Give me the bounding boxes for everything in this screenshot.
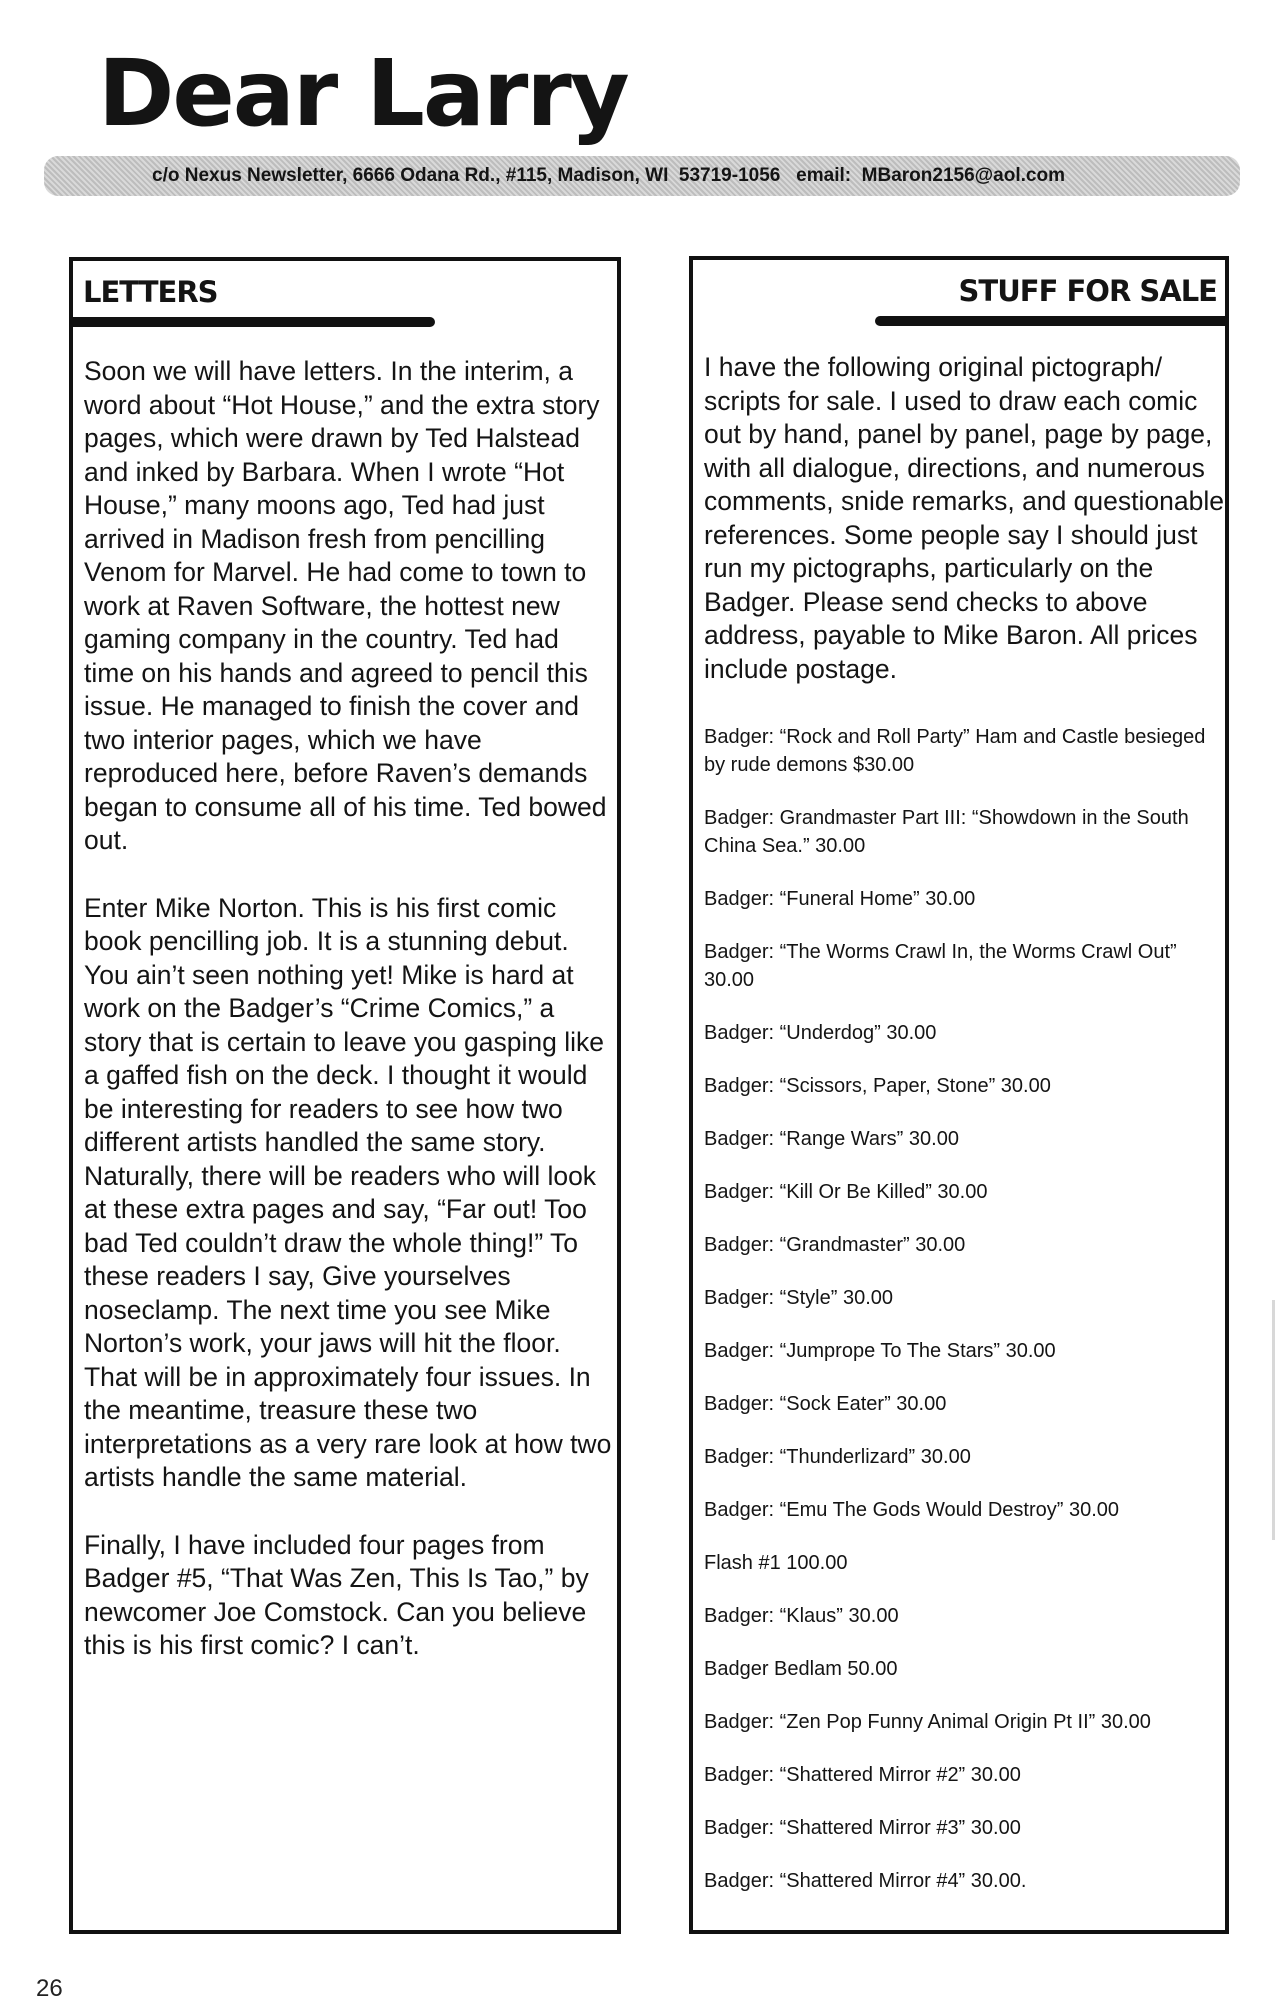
sale-item: Badger Bedlam 50.00 <box>704 1658 898 1680</box>
sale-item: Badger: “Shattered Mirror #3” 30.00 <box>704 1817 1021 1839</box>
sale-item: Badger: “Range Wars” 30.00 <box>704 1128 959 1150</box>
sale-item: Badger: “Kill Or Be Killed” 30.00 <box>704 1181 988 1203</box>
sale-item: Badger: “Sock Eater” 30.00 <box>704 1393 947 1415</box>
stuff-for-sale-section <box>689 256 1229 1934</box>
sale-item: Badger: “Scissors, Paper, Stone” 30.00 <box>704 1075 1051 1097</box>
letters-section <box>69 257 621 1934</box>
sale-item: Badger: Grandmaster Part III: “Showdown in the South China Sea.” 30.00 <box>704 807 1189 857</box>
sale-item: Badger: “Underdog” 30.00 <box>704 1022 937 1044</box>
sale-item: Badger: “Klaus” 30.00 <box>704 1605 899 1627</box>
sale-list <box>704 723 1224 1920</box>
letters-body <box>84 355 614 1697</box>
page-number: 26 <box>36 1975 63 2002</box>
sale-item: Badger: “Thunderlizard” 30.00 <box>704 1446 971 1468</box>
letters-paragraph: Soon we will have letters. In the interim, a word about “Hot House,” and the extra story pages, which were drawn by Ted Halstead and inked by Barbara. When I wrote “Hot House,” many moons ago, Ted had just arrived in Madison fresh from pencilling Venom for Marvel. He had come to town to work at Raven Software, the hottest new gaming company in the country. Ted had time on his hands and agreed to pencil this issue. He managed to finish the cover and two interior pages, which we have reproduced here, before Raven’s demands began to consume all of his time. Ted bowed out. <box>84 356 607 855</box>
sale-item: Badger: “Emu The Gods Would Destroy” 30.00 <box>704 1499 1120 1521</box>
sale-intro: I have the following original pictograph/ scripts for sale. I used to draw each comic out by hand, panel by panel, page by page, with all dialogue, directions, and numerous comments, snide remarks, and questionable references. Some people say I should just run my pictographs, particularly on the Badger. Please send checks to above address, payable to Mike Baron. All prices include postage. <box>704 352 1224 684</box>
sale-item: Badger: “Grandmaster” 30.00 <box>704 1234 966 1256</box>
sale-item: Badger: “Shattered Mirror #2” 30.00 <box>704 1764 1021 1786</box>
sale-item: Badger: “Funeral Home” 30.00 <box>704 888 976 910</box>
page-title: Dear Larry <box>98 40 628 147</box>
sale-item: Badger: “Rock and Roll Party” Ham and Castle besieged by rude demons $30.00 <box>704 726 1206 776</box>
sale-item: Badger: “The Worms Crawl In, the Worms Crawl Out” 30.00 <box>704 941 1177 991</box>
sale-item: Flash #1 100.00 <box>704 1552 848 1574</box>
letters-paragraph: Enter Mike Norton. This is his first comic book pencilling job. It is a stunning debut. You ain’t seen nothing yet! Mike is hard at work on the Badger’s “Crime Comics,” a story that is certain to leave you gasping like a gaffed fish on the deck. I thought it would be interesting for readers to see how two different artists handled the same story. Naturally, there will be readers who will look at these extra pages and say, “Far out! Too bad Ted couldn’t draw the whole thing!” To these readers I say, Give yourselves noseclamp. The next time you see Mike Norton’s work, your jaws will hit the floor. That will be in approximately four issues. In the meantime, treasure these two interpretations as a very rare look at how two artists handle the same material. <box>84 892 612 1492</box>
address-text: c/o Nexus Newsletter, 6666 Odana Rd., #115, Madison, WI 53719-1056 email: MBaron2156@aol.com <box>152 165 1065 186</box>
sale-item: Badger: “Shattered Mirror #4” 30.00. <box>704 1870 1027 1892</box>
address-banner <box>44 156 1240 196</box>
sale-item: Badger: “Jumprope To The Stars” 30.00 <box>704 1340 1056 1362</box>
letters-heading-rule <box>73 317 435 327</box>
sale-heading: STUFF FOR SALE <box>958 274 1217 308</box>
letters-heading: LETTERS <box>83 275 218 309</box>
sale-item: Badger: “Zen Pop Funny Animal Origin Pt II” 30.00 <box>704 1711 1151 1733</box>
sale-heading-rule <box>875 316 1225 326</box>
letters-paragraph: Finally, I have included four pages from Badger #5, “That Was Zen, This Is Tao,” by newcomer Joe Comstock. Can you believe this is his first comic? I can’t. <box>84 1529 589 1660</box>
sale-item: Badger: “Style” 30.00 <box>704 1287 893 1309</box>
